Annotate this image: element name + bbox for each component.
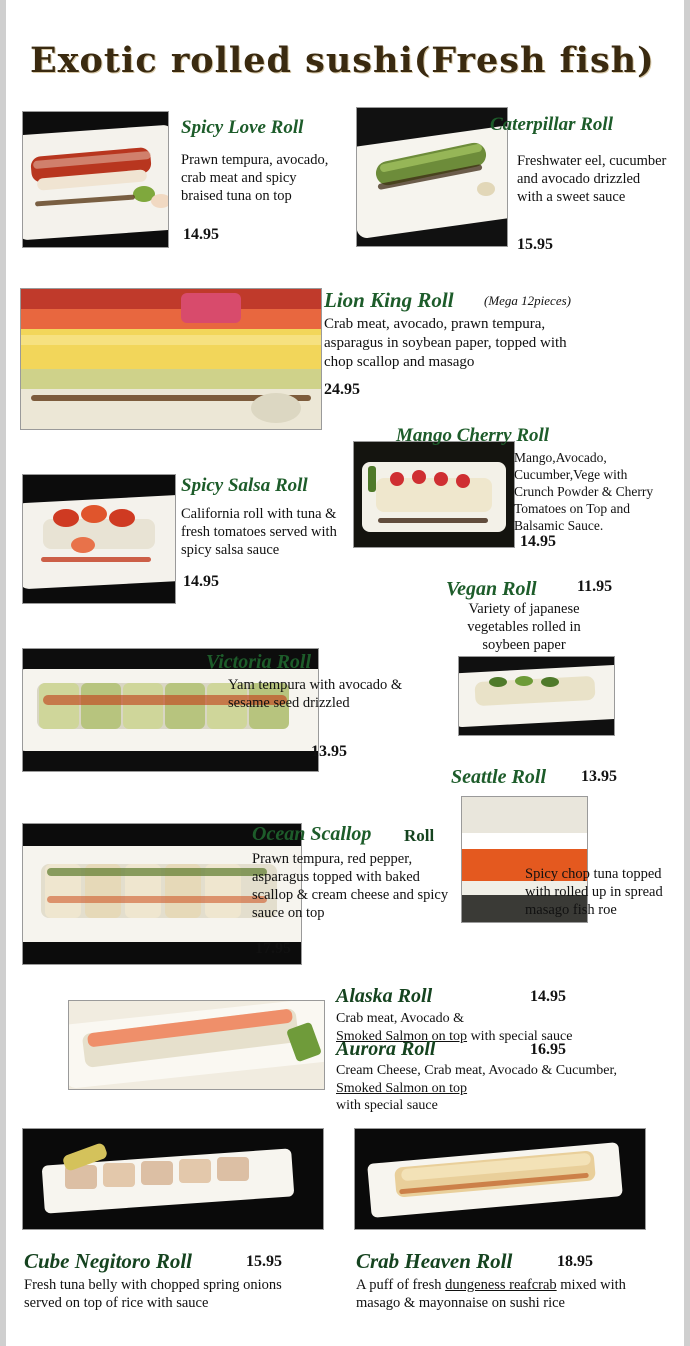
price-ocean-scallop-roll: 17.95 [255, 940, 291, 957]
desc-caterpillar-roll: Freshwater eel, cucumber and avocado drizzled with a sweet sauce [517, 153, 667, 206]
title-spicy-love-roll: Spicy Love Roll [181, 117, 304, 138]
price-aurora-roll: 16.95 [530, 1041, 566, 1058]
price-crab-heaven-roll: 18.95 [557, 1253, 593, 1270]
desc-spicy-salsa-roll: California roll with tuna & fresh tomatoes served with spicy salsa sauce [181, 506, 337, 559]
price-lion-king-roll: 24.95 [324, 381, 360, 398]
title-aurora-roll: Aurora Roll [336, 1038, 436, 1060]
price-vegan-roll: 11.95 [577, 578, 613, 595]
photo-crab-heaven-roll [354, 1128, 646, 1230]
desc-alaska-part2: with special sauce [470, 1028, 573, 1044]
photo-mango-cherry-roll [353, 441, 515, 548]
title-caterpillar-roll: Caterpillar Roll [490, 114, 613, 135]
desc-aurora-part1: Cream Cheese, Crab meat, Avocado & Cucumber, [336, 1063, 618, 1078]
title-lion-king-roll: Lion King Roll [324, 288, 454, 312]
desc-aurora-roll [336, 1062, 626, 1115]
title-cube-negitoro-roll: Cube Negitoro Roll [24, 1249, 193, 1273]
title-seattle-roll: Seattle Roll [451, 766, 546, 788]
photo-cube-negitoro-roll [22, 1128, 324, 1230]
title-ocean-scallop-roll-suffix: Roll [404, 826, 435, 845]
desc-crab-part1: A puff of fresh [356, 1277, 442, 1293]
desc-alaska-underlined: Smoked Salmon on top [336, 1028, 468, 1044]
price-spicy-salsa-roll: 14.95 [183, 573, 219, 590]
price-spicy-love-roll: 14.95 [183, 226, 219, 243]
photo-caterpillar-roll [356, 107, 508, 247]
photo-spicy-salsa-roll [22, 474, 176, 604]
price-seattle-roll: 13.95 [581, 768, 617, 785]
title-crab-heaven-roll: Crab Heaven Roll [356, 1249, 513, 1273]
photo-vegan-roll [458, 656, 615, 736]
note-lion-king-roll: (Mega 12pieces) [484, 293, 571, 308]
desc-vegan-roll: Variety of japanese vegetables rolled in soybeen paper [467, 601, 581, 654]
desc-victoria-roll: Yam tempura with avocado & sesame seed drizzled [228, 677, 403, 712]
desc-crab-part2: mixed with masago & mayonnaise on sushi rice [356, 1277, 626, 1312]
desc-seattle-roll: Spicy chop tuna topped with rolled up in spread masago fish roe [525, 866, 663, 919]
title-spicy-salsa-roll: Spicy Salsa Roll [181, 475, 308, 496]
price-cube-negitoro-roll: 15.95 [246, 1253, 282, 1270]
price-caterpillar-roll: 15.95 [517, 236, 553, 253]
title-victoria-roll: Victoria Roll [206, 651, 312, 673]
photo-alaska-aurora-roll [68, 1000, 325, 1090]
page-title: Exotic rolled sushi(Fresh fish) [30, 40, 655, 81]
desc-crab-underlined: dungeness reafcrab [445, 1277, 557, 1293]
price-mango-cherry-roll: 14.95 [520, 533, 556, 550]
title-ocean-scallop-roll: Ocean Scallop [252, 823, 372, 845]
price-victoria-roll: 13.95 [311, 743, 347, 760]
title-mango-cherry-roll: Mango Cherry Roll [396, 425, 550, 446]
desc-cube-negitoro-roll: Fresh tuna belly with chopped spring onions served on top of rice with sauce [24, 1277, 282, 1312]
desc-aurora-part2: with special sauce [336, 1098, 438, 1113]
desc-mango-cherry-roll: Mango,Avocado, Cucumber,Vege with Crunch Powder & Cherry Tomatoes on Top and Balsamic Sauce. [514, 450, 654, 533]
desc-aurora-underlined: Smoked Salmon on top [336, 1080, 468, 1096]
desc-lion-king-roll: Crab meat, avocado, prawn tempura, asparagus in soybean paper, topped with chop scallop and masago [324, 316, 567, 370]
photo-lion-king-roll [20, 288, 322, 430]
desc-alaska-part1: Crab meat, Avocado & [336, 1011, 465, 1026]
price-alaska-roll: 14.95 [530, 988, 566, 1005]
title-alaska-roll: Alaska Roll [336, 985, 433, 1007]
desc-ocean-scallop-roll: Prawn tempura, red pepper, asparagus topped with baked scallop & cream cheese and spicy sauce on top [252, 851, 449, 922]
photo-spicy-love-roll [22, 111, 169, 248]
desc-spicy-love-roll: Prawn tempura, avocado, crab meat and spicy braised tuna on top [181, 152, 329, 205]
title-vegan-roll: Vegan Roll [446, 578, 537, 600]
desc-crab-heaven-roll [356, 1276, 656, 1312]
